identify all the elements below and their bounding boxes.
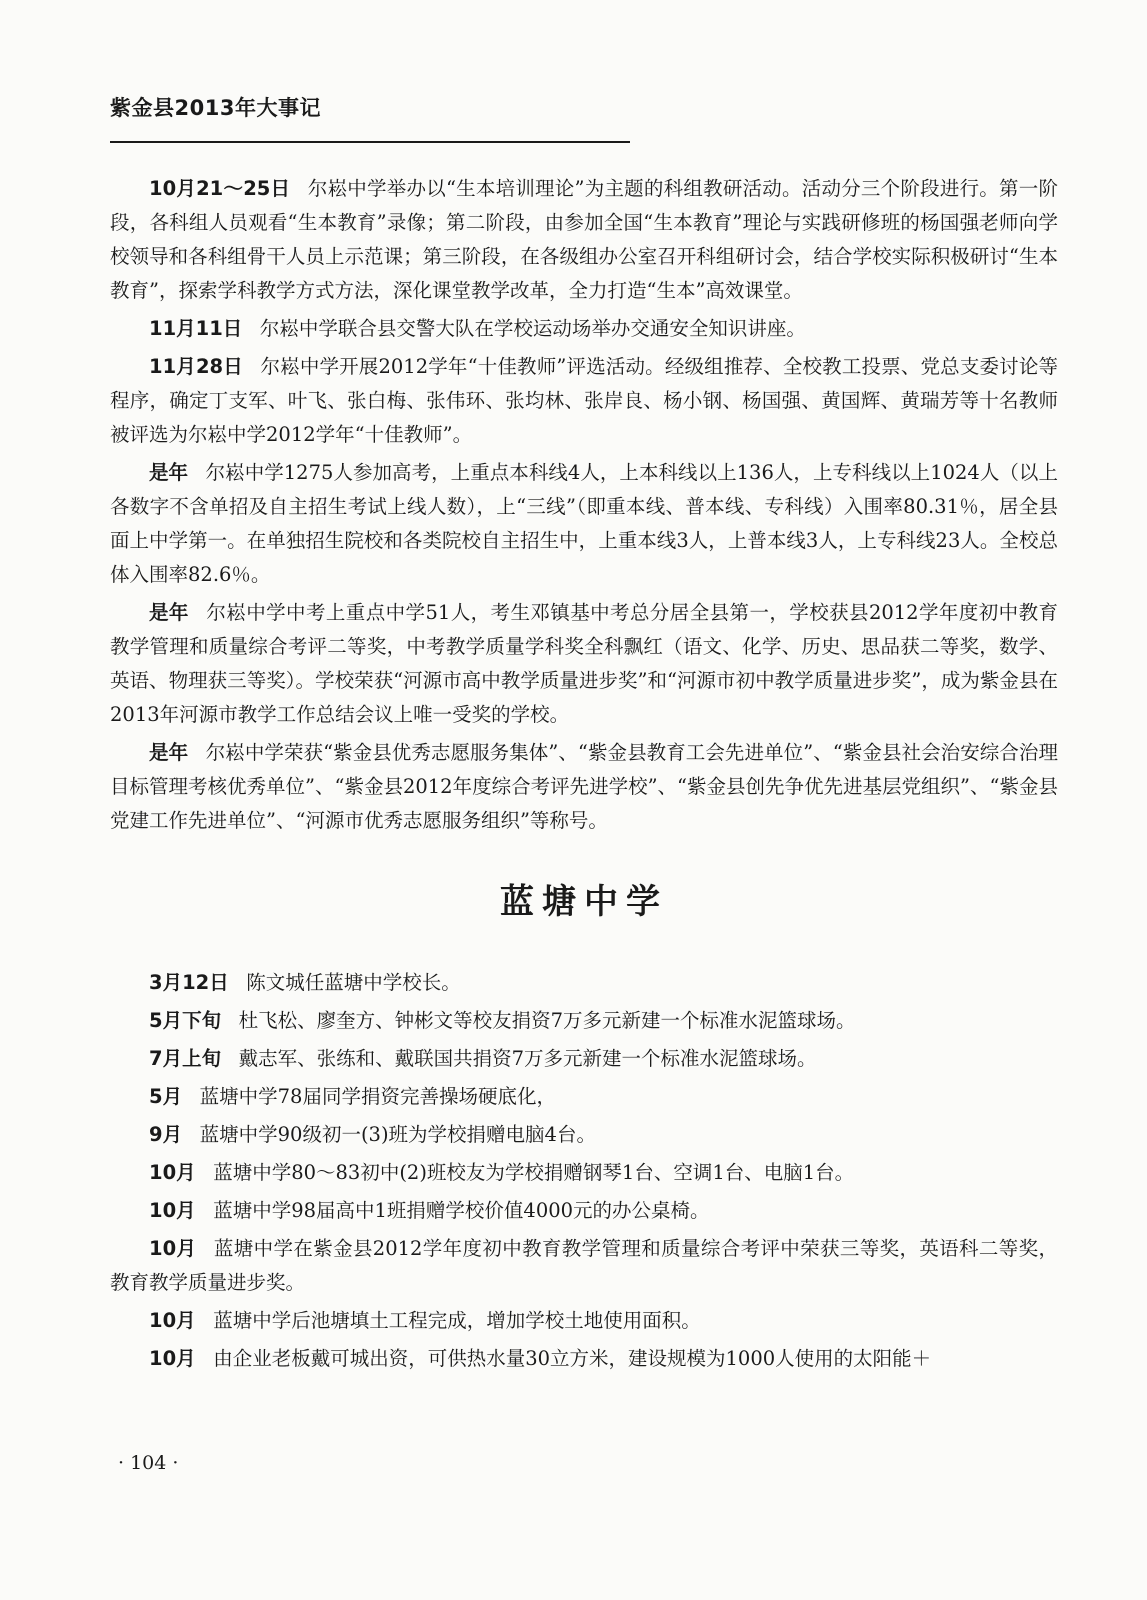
chronicle-entry [110,736,1058,838]
entry-text: 蓝塘中学90级初一(3)班为学校捐赠电脑4台。 [199,1123,596,1146]
entry-date: 是年 [149,741,189,764]
entries-erzong [110,172,1058,838]
entry-date: 10月 [149,1199,196,1222]
entry-text: 尔崧中学举办以“生本培训理论”为主题的科组教研活动。活动分三个阶段进行。第一阶段，各科组人员观看“生本教育”录像；第二阶段，由参加全国“生本教育”理论与实践研修班的杨国强老师向学校领导和各科组骨干人员上示范课；第三阶段，在各级组办公室召开科组研讨会，结合学校实际积极研讨“生本教育”，探索学科教学方式方法，深化课堂教学改革，全力打造“生本”高效课堂。 [110,177,1058,302]
chronicle-entry [110,1118,1058,1152]
entry-text: 蓝塘中学78届同学捐资完善操场硬底化， [199,1085,556,1108]
entry-date: 10月 [149,1161,196,1184]
entry-date: 5月 [149,1085,183,1108]
entry-text: 尔崧中学联合县交警大队在学校运动场举办交通安全知识讲座。 [259,317,806,340]
entry-text: 杜飞松、廖奎方、钟彬文等校友捐资7万多元新建一个标准水泥篮球场。 [238,1009,856,1032]
entry-date: 10月 [149,1309,196,1332]
entry-text: 尔崧中学开展2012学年“十佳教师”评选活动。经级组推荐、全校教工投票、党总支委讨论等程序，确定丁支军、叶飞、张白梅、张伟环、张均林、张岸良、杨小钢、杨国强、黄国辉、黄瑞芳等十名教师被评选为尔崧中学2012学年“十佳教师”。 [110,355,1058,446]
entry-date: 3月12日 [149,971,229,994]
entry-text: 蓝塘中学后池塘填土工程完成，增加学校土地使用面积。 [213,1309,701,1332]
entry-text: 蓝塘中学98届高中1班捐赠学校价值4000元的办公桌椅。 [213,1199,710,1222]
chronicle-entry [110,1304,1058,1338]
entry-date: 9月 [149,1123,183,1146]
entry-text: 蓝塘中学在紫金县2012学年度初中教育教学管理和质量综合考评中荣获三等奖，英语科二等奖，教育教学质量进步奖。 [110,1237,1058,1294]
entry-date: 11月28日 [149,355,243,378]
chronicle-entry [110,1042,1058,1076]
chronicle-entry [110,312,1058,346]
chronicle-entry [110,1080,1058,1114]
entry-text: 蓝塘中学80～83初中(2)班校友为学校捐赠钢琴1台、空调1台、电脑1台。 [213,1161,855,1184]
chronicle-entry [110,966,1058,1000]
entry-text: 陈文城任蓝塘中学校长。 [246,971,461,994]
entry-date: 5月下旬 [149,1009,222,1032]
running-title: 紫金县2013年大事记 [110,96,321,120]
entry-text: 尔崧中学荣获“紫金县优秀志愿服务集体”、“紫金县教育工会先进单位”、“紫金县社会治安综合治理目标管理考核优秀单位”、“紫金县2012年度综合考评先进学校”、“紫金县创先争优先进基层党组织”、“紫金县党建工作先进单位”、“河源市优秀志愿服务组织”等称号。 [110,741,1058,832]
chronicle-entry [110,1232,1058,1300]
entry-text: 戴志军、张练和、戴联国共捐资7万多元新建一个标准水泥篮球场。 [238,1047,817,1070]
chronicle-entry [110,1194,1058,1228]
chronicle-entry [110,350,1058,452]
chronicle-entry [110,456,1058,592]
chronicle-entry [110,1342,1058,1376]
entry-text: 尔崧中学1275人参加高考，上重点本科线4人，上本科线以上136人，上专科线以上1024人（以上各数字不含单招及自主招生考试上线人数），上“三线”（即重本线、普本线、专科线）入围率80.31％，居全县面上中学第一。在单独招生院校和各类院校自主招生中，上重本线3人，上普本线3人，上专科线23人。全校总体入围率82.6％。 [110,461,1058,586]
chronicle-entry [110,1156,1058,1190]
entry-date: 是年 [149,461,189,484]
entry-date: 是年 [149,601,189,624]
chronicle-entry [110,1004,1058,1038]
chronicle-entry [110,596,1058,732]
entry-date: 10月 [149,1237,197,1260]
page-body [110,172,1058,1380]
header-rule [110,141,630,143]
entry-text: 由企业老板戴可城出资，可供热水量30立方米，建设规模为1000人使用的太阳能＋ [213,1347,932,1370]
section-title: 蓝塘中学 [500,882,668,922]
entry-date: 10月 [149,1347,196,1370]
entry-date: 11月11日 [149,317,243,340]
entry-date: 7月上旬 [149,1047,222,1070]
page-number: · 104 · [118,1452,179,1474]
chronicle-entry [110,172,1058,308]
entry-date: 10月21～25日 [149,177,291,200]
entries-lantang [110,966,1058,1376]
entry-text: 尔崧中学中考上重点中学51人，考生邓镇基中考总分居全县第一，学校获县2012学年度初中教育教学管理和质量综合考评二等奖，中考教学质量学科奖全科飘红（语文、化学、历史、思品获二等奖，数学、英语、物理获三等奖）。学校荣获“河源市高中教学质量进步奖”和“河源市初中教学质量进步奖”，成为紫金县在2013年河源市教学工作总结会议上唯一受奖的学校。 [110,601,1058,726]
